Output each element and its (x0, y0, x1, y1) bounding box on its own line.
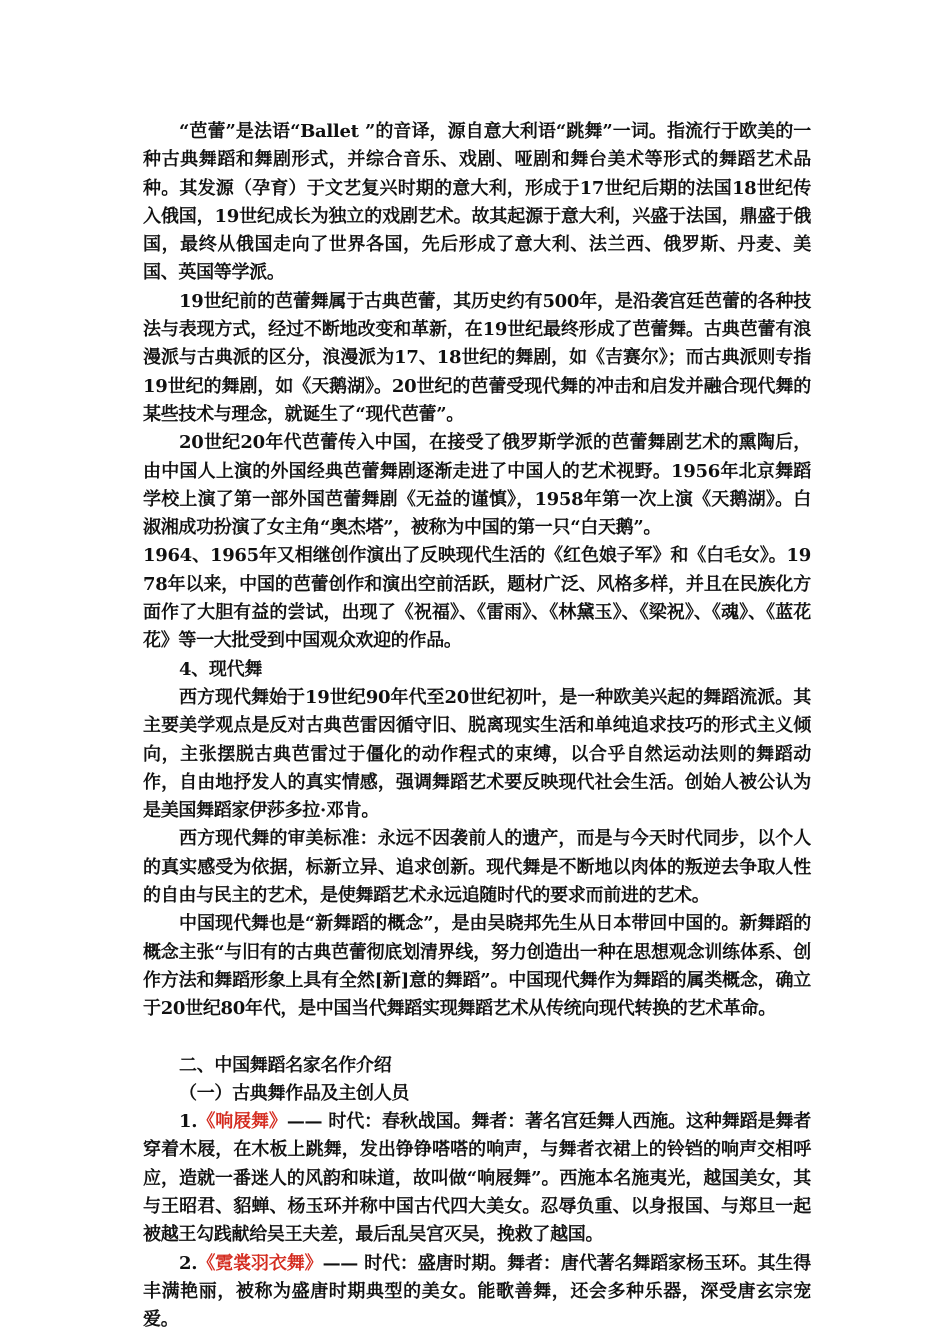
heading-section-two: 二、中国舞蹈名家名作介绍 (179, 1054, 392, 1076)
work-title-nishang: 《霓裳羽衣舞》 (197, 1252, 323, 1274)
paragraph-ballet-in-china: 20世纪20年代芭蕾传入中国，在接受了俄罗斯学派的芭蕾舞剧艺术的熏陶后，由中国人上演的外国经典芭蕾舞剧逐渐走进了中国人的艺术视野。1956年北京舞蹈学校上演了第一部外国芭蕾舞剧《无益的谨慎》，1958年第一次上演《天鹅湖》。白淑湘成功扮演了女主角“奥杰塔”，被称为中国的第一只“白天鹅”。 (143, 432, 811, 539)
paragraph-modern-dance-aesthetics: 西方现代舞的审美标准：永远不因袭前人的遗产，而是与今天时代同步，以个人的真实感受为依据，标新立异、追求创新。现代舞是不断地以肉体的叛逆去争取人性的自由与民主的艺术，是使舞蹈艺术永远追随时代的要求而前进的艺术。 (143, 828, 811, 907)
list-item-nishang-dance (143, 1250, 811, 1335)
work-title-xiangji: 《响屐舞》 (197, 1111, 287, 1133)
item-number: 2. (179, 1252, 198, 1274)
document-body (143, 118, 811, 1334)
paragraph-ballet-origin: “芭蕾”是法语“Ballet ”的音译，源自意大利语“跳舞”一词。指流行于欧美的一种古典舞蹈和舞剧形式，并综合音乐、戏剧、哑剧和舞台美术等形式的舞蹈艺术品种。其发源（孕育）于文艺复兴时期的意大利，形成于17世纪后期的法国18世纪传入俄国，19世纪成长为独立的戏剧艺术。故其起源于意大利，兴盛于法国，鼎盛于俄国，最终从俄国走向了世界各国，先后形成了意大利、法兰西、俄罗斯、丹麦、美国、英国等学派。 (143, 121, 811, 284)
item-number: 1. (179, 1111, 198, 1133)
paragraph-chinese-modern-dance: 中国现代舞也是“新舞蹈的概念”，是由吴晓邦先生从日本带回中国的。新舞蹈的概念主张“与旧有的古典芭蕾彻底划清界线，努力创造出一种在思想观念训练体系、创作方法和舞蹈形象上具有全然[新]意的舞蹈”。中国现代舞作为舞蹈的属类概念，确立于20世纪80年代，是中国当代舞蹈实现舞蹈艺术从传统向现代转换的艺术革命。 (143, 913, 811, 1020)
list-item-xiangji-dance (143, 1108, 811, 1249)
heading-modern-dance: 4、现代舞 (179, 658, 263, 680)
item-description: —— 时代：春秋战国。舞者：著名宫廷舞人西施。这种舞蹈是舞者穿着木屐，在木板上跳舞，发出铮铮嗒嗒的响声，与舞者衣裙上的铃铛的响声交相呼应，造就一番迷人的风韵和味道，故叫做“响屐舞”。西施本名施夷光，越国美女，其与王昭君、貂蝉、杨玉环并称中国古代四大美女。忍辱负重、以身报国、与郑旦一起被越王勾践献给吴王夫差，最后乱吴宫灭吴，挽救了越国。 (143, 1111, 812, 1246)
section-spacer (143, 1024, 811, 1052)
paragraph-western-modern-dance: 西方现代舞始于19世纪90年代至20世纪初叶，是一种欧美兴起的舞蹈流派。其主要美学观点是反对古典芭雷因循守旧、脱离现实生活和单纯追求技巧的形式主义倾向，主张摆脱古典芭雷过于僵化的动作程式的束缚，以合乎自然运动法则的舞蹈动作，自由地抒发人的真实情感，强调舞蹈艺术要反映现代社会生活。创始人被公认为是美国舞蹈家伊莎多拉·邓肯。 (143, 686, 811, 822)
item-description: —— 时代：盛唐时期。舞者：唐代著名舞蹈家杨玉环。其生得丰满艳丽，被称为盛唐时期典型的美女。能歌善舞，还会多种乐器，深受唐玄宗宠爱。 (143, 1252, 811, 1331)
heading-subsection-one: （一）古典舞作品及主创人员 (179, 1082, 410, 1104)
paragraph-classical-ballet: 19世纪前的芭蕾舞属于古典芭蕾，其历史约有500年，是沿袭宫廷芭蕾的各种技法与表现方式，经过不断地改变和革新，在19世纪最终形成了芭蕾舞。古典芭蕾有浪漫派与古典派的区分，浪漫派为17、18世纪的舞剧，如《吉赛尔》；而古典派则专指19世纪的舞剧，如《天鹅湖》。20世纪的芭蕾受现代舞的冲击和启发并融合现代舞的某些技术与理念，就诞生了“现代芭蕾”。 (143, 290, 811, 425)
paragraph-chinese-ballet-works: 1964、1965年又相继创作演出了反映现代生活的《红色娘子军》和《白毛女》。1978年以来，中国的芭蕾创作和演出空前活跃，题材广泛、风格多样，并且在民族化方面作了大胆有益的尝试，出现了《祝福》、《雷雨》、《林黛玉》、《梁祝》、《魂》、《蓝花花》等一大批受到中国观众欢迎的作品。 (143, 545, 811, 652)
